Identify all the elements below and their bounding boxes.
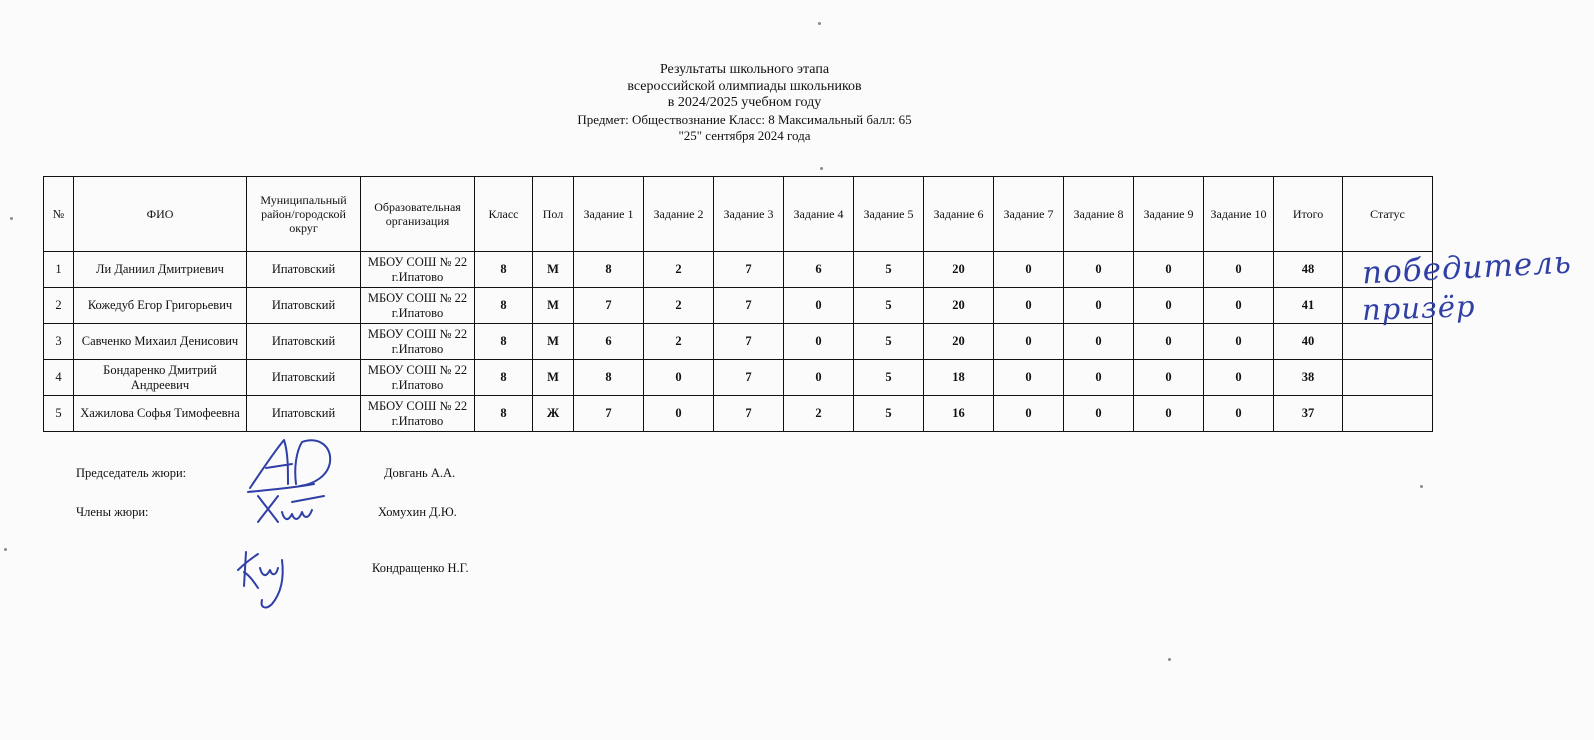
cell-task-5: 5 [854,288,924,324]
handwritten-status-prize: призёр [1361,289,1477,327]
cell-task-7: 0 [994,252,1064,288]
chair-name: Довгань А.А. [384,466,456,480]
member-2-signature [232,546,296,614]
scan-speck [1168,658,1171,661]
results-table-body [44,252,1433,432]
table-row [44,252,1433,288]
header-cell-task-9: Задание 9 [1134,177,1204,252]
cell-status [1343,396,1433,432]
header-cell-gender: Пол [533,177,574,252]
cell-task-2: 0 [644,360,714,396]
cell-task-4: 6 [784,252,854,288]
cell-task-8: 0 [1064,252,1134,288]
cell-task-10: 0 [1204,396,1274,432]
cell-task-9: 0 [1134,324,1204,360]
header-cell-task-1: Задание 1 [574,177,644,252]
cell-task-9: 0 [1134,360,1204,396]
cell-task-1: 6 [574,324,644,360]
cell-task-3: 7 [714,360,784,396]
header-cell-task-10: Задание 10 [1204,177,1274,252]
header-cell-task-5: Задание 5 [854,177,924,252]
cell-task-6: 20 [924,324,994,360]
cell-task-3: 7 [714,324,784,360]
cell-task-1: 8 [574,252,644,288]
cell-number: 1 [44,252,74,288]
cell-task-6: 18 [924,360,994,396]
cell-task-8: 0 [1064,360,1134,396]
cell-number: 4 [44,360,74,396]
scan-speck [1420,485,1423,488]
cell-task-8: 0 [1064,396,1134,432]
header-cell-task-3: Задание 3 [714,177,784,252]
cell-task-5: 5 [854,252,924,288]
cell-task-4: 0 [784,360,854,396]
cell-class: 8 [475,396,533,432]
document-header [0,62,1489,145]
cell-fio: Хажилова Софья Тимофеевна [74,396,247,432]
cell-task-10: 0 [1204,252,1274,288]
cell-task-10: 0 [1204,324,1274,360]
cell-task-2: 0 [644,396,714,432]
header-cell-class: Класс [475,177,533,252]
cell-task-1: 8 [574,360,644,396]
cell-class: 8 [475,324,533,360]
cell-task-9: 0 [1134,396,1204,432]
cell-task-6: 20 [924,252,994,288]
cell-task-5: 5 [854,360,924,396]
cell-task-5: 5 [854,324,924,360]
header-cell-task-6: Задание 6 [924,177,994,252]
cell-district: Ипатовский [247,252,361,288]
header-cell-task-7: Задание 7 [994,177,1064,252]
cell-task-5: 5 [854,396,924,432]
cell-status [1343,360,1433,396]
cell-gender: М [533,252,574,288]
header-cell-task-4: Задание 4 [784,177,854,252]
cell-task-6: 16 [924,396,994,432]
cell-gender: М [533,360,574,396]
cell-task-6: 20 [924,288,994,324]
table-row [44,360,1433,396]
cell-class: 8 [475,288,533,324]
cell-task-7: 0 [994,396,1064,432]
header-title: Результаты школьного этапа [659,62,830,77]
cell-task-3: 7 [714,252,784,288]
table-row [44,396,1433,432]
cell-organization: МБОУ СОШ № 22 г.Ипатово [361,252,475,288]
cell-total: 41 [1274,288,1343,324]
cell-gender: М [533,288,574,324]
cell-total: 38 [1274,360,1343,396]
cell-district: Ипатовский [247,360,361,396]
handwritten-status-winner: победитель [1361,244,1573,292]
header-subject-info: Предмет: Обществознание Класс: 8 Максимальный балл: 65 [577,111,912,127]
cell-task-2: 2 [644,324,714,360]
header-cell-fio: ФИО [74,177,247,252]
cell-total: 37 [1274,396,1343,432]
cell-organization: МБОУ СОШ № 22 г.Ипатово [361,360,475,396]
cell-organization: МБОУ СОШ № 22 г.Ипатово [361,324,475,360]
cell-task-8: 0 [1064,288,1134,324]
cell-total: 40 [1274,324,1343,360]
scan-speck [820,167,823,170]
cell-number: 5 [44,396,74,432]
cell-fio: Савченко Михаил Денисович [74,324,247,360]
cell-number: 2 [44,288,74,324]
cell-class: 8 [475,360,533,396]
header-cell-total: Итого [1274,177,1343,252]
cell-task-7: 0 [994,288,1064,324]
member-1-signature [252,490,328,526]
results-table [43,176,1433,432]
cell-organization: МБОУ СОШ № 22 г.Ипатово [361,396,475,432]
header-cell-task-2: Задание 2 [644,177,714,252]
cell-task-1: 7 [574,288,644,324]
header-cell-task-8: Задание 8 [1064,177,1134,252]
scan-speck [4,548,7,551]
cell-task-10: 0 [1204,288,1274,324]
header-subtitle: всероссийской олимпиады школьников [627,78,862,94]
cell-district: Ипатовский [247,288,361,324]
header-cell-district: Муниципальный район/городской округ [247,177,361,252]
cell-task-8: 0 [1064,324,1134,360]
cell-district: Ипатовский [247,324,361,360]
members-label: Члены жюри: [76,505,149,519]
cell-district: Ипатовский [247,396,361,432]
cell-task-4: 0 [784,288,854,324]
cell-task-2: 2 [644,252,714,288]
member-1-name: Хомухин Д.Ю. [378,505,457,519]
cell-organization: МБОУ СОШ № 22 г.Ипатово [361,288,475,324]
header-cell-organization: Образовательная организация [361,177,475,252]
cell-task-4: 0 [784,324,854,360]
cell-task-9: 0 [1134,288,1204,324]
chair-label: Председатель жюри: [76,466,187,480]
cell-task-1: 7 [574,396,644,432]
cell-fio: Кожедуб Егор Григорьевич [74,288,247,324]
cell-status [1343,324,1433,360]
header-cell-number: № [44,177,74,252]
cell-task-2: 2 [644,288,714,324]
member-2-name: Кондращенко Н.Г. [372,561,469,575]
header-year: в 2024/2025 учебном году [667,95,822,110]
table-row [44,288,1433,324]
cell-task-9: 0 [1134,252,1204,288]
cell-number: 3 [44,324,74,360]
scan-speck [10,217,13,220]
table-row [44,324,1433,360]
header-cell-status: Статус [1343,177,1433,252]
cell-task-4: 2 [784,396,854,432]
header-date: "25" сентября 2024 года [678,128,811,143]
cell-fio: Ли Даниил Дмитриевич [74,252,247,288]
cell-gender: М [533,324,574,360]
cell-task-7: 0 [994,324,1064,360]
chair-signature [244,432,339,494]
cell-task-10: 0 [1204,360,1274,396]
scan-speck [818,22,821,25]
cell-task-3: 7 [714,396,784,432]
table-header-row [44,177,1433,252]
cell-task-7: 0 [994,360,1064,396]
cell-gender: Ж [533,396,574,432]
cell-total: 48 [1274,252,1343,288]
cell-class: 8 [475,252,533,288]
cell-fio: Бондаренко Дмитрий Андреевич [74,360,247,396]
cell-task-3: 7 [714,288,784,324]
